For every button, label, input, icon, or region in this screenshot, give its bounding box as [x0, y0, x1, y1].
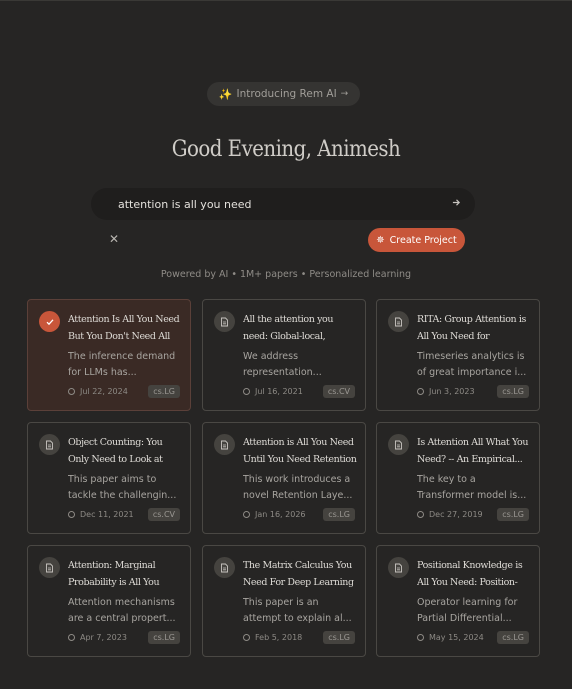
paper-title: RITA: Group Attention is All You Need for	[417, 314, 526, 342]
paper-title: Positional Knowledge is All You Need: Position-	[417, 560, 523, 588]
paper-title: Attention Is All You Need But You Don't Need All	[68, 314, 180, 342]
paper-card[interactable]	[202, 299, 366, 411]
category-tag: cs.LG	[497, 385, 529, 398]
paper-meta	[68, 507, 180, 522]
clock-icon	[68, 634, 75, 641]
powered-by-text: Powered by AI • 1M+ papers • Personalized learning	[160, 269, 412, 280]
category-tag: cs.LG	[497, 508, 529, 521]
arrow-right-icon: →	[340, 89, 349, 99]
document-icon	[39, 434, 60, 455]
clock-icon	[68, 388, 75, 395]
clock-icon	[417, 511, 424, 518]
document-icon	[214, 311, 235, 332]
document-icon	[214, 434, 235, 455]
paper-date-text: Jan 16, 2026	[255, 510, 306, 519]
category-tag: cs.CV	[148, 508, 180, 521]
intro-pill-label: Introducing Rem AI	[236, 88, 337, 100]
paper-title: Attention: Marginal Probability is All You	[68, 560, 160, 588]
paper-title: Attention is All You Need Until You Need Retention	[243, 437, 357, 465]
document-icon	[39, 557, 60, 578]
create-project-button[interactable]	[368, 228, 465, 252]
paper-description: This work introduces a novel Retention Laye...	[243, 474, 353, 501]
paper-description: The inference demand for LLMs has...	[68, 351, 176, 378]
paper-card[interactable]	[376, 545, 540, 657]
paper-date	[417, 387, 475, 396]
paper-date-text: Jul 22, 2024	[80, 387, 128, 396]
category-tag: cs.LG	[323, 508, 355, 521]
clock-icon	[417, 388, 424, 395]
clock-icon	[243, 511, 250, 518]
check-icon	[39, 311, 60, 332]
paper-meta	[417, 630, 529, 645]
paper-date-text: May 15, 2024	[429, 633, 484, 642]
paper-date	[68, 633, 127, 642]
sparkles-icon: ✨	[218, 87, 233, 101]
paper-card[interactable]	[27, 545, 191, 657]
paper-title: Is Attention All What You Need? -- An Empirical...	[417, 437, 529, 465]
clear-button[interactable]	[108, 232, 120, 246]
paper-card[interactable]	[202, 545, 366, 657]
paper-date-text: Jul 16, 2021	[255, 387, 303, 396]
document-icon	[388, 434, 409, 455]
paper-meta	[68, 384, 180, 399]
paper-date	[243, 510, 306, 519]
category-tag: cs.CV	[323, 385, 355, 398]
send-button[interactable]	[449, 198, 463, 210]
paper-date-text: Dec 27, 2019	[429, 510, 483, 519]
search-bar	[91, 188, 475, 220]
paper-date	[68, 510, 134, 519]
paper-date	[417, 510, 483, 519]
paper-description: Timeseries analytics is of great importance i...	[417, 351, 527, 378]
paper-description: The key to a Transformer model is...	[417, 474, 527, 501]
close-icon: ✕	[108, 232, 120, 246]
paper-date	[243, 633, 302, 642]
arrow-right-icon	[452, 198, 461, 207]
category-tag: cs.LG	[497, 631, 529, 644]
paper-card[interactable]	[27, 299, 191, 411]
paper-meta	[417, 507, 529, 522]
clock-icon	[243, 388, 250, 395]
paper-date	[68, 387, 128, 396]
paper-description: Operator learning for Partial Differential...	[417, 597, 518, 624]
create-project-label: Create Project	[389, 234, 457, 246]
document-icon	[388, 311, 409, 332]
paper-date-text: Feb 5, 2018	[255, 633, 303, 642]
document-icon	[214, 557, 235, 578]
intro-pill[interactable]	[207, 82, 360, 106]
clock-icon	[417, 634, 424, 641]
clock-icon	[243, 634, 250, 641]
paper-date-text: Apr 7, 2023	[80, 633, 127, 642]
paper-meta	[417, 384, 529, 399]
paper-description: This paper aims to tackle the challengin...	[68, 474, 177, 501]
paper-description: We address representation...	[243, 351, 322, 378]
paper-date-text: Dec 11, 2021	[80, 510, 134, 519]
paper-date-text: Jun 3, 2023	[429, 387, 475, 396]
paper-title: The Matrix Calculus You Need For Deep Learning	[243, 560, 354, 588]
paper-meta	[243, 507, 355, 522]
search-input[interactable]	[118, 198, 449, 211]
document-icon	[388, 557, 409, 578]
paper-meta	[243, 630, 355, 645]
paper-meta	[243, 384, 355, 399]
paper-card[interactable]	[376, 422, 540, 534]
paper-description: This paper is an attempt to explain al...	[243, 597, 352, 624]
paper-description: Attention mechanisms are a central propert...	[68, 597, 176, 624]
paper-date	[417, 633, 484, 642]
paper-card[interactable]	[376, 299, 540, 411]
paper-date	[243, 387, 303, 396]
paper-title: Object Counting: You Only Need to Look at	[68, 437, 163, 465]
clock-icon	[68, 511, 75, 518]
category-tag: cs.LG	[148, 385, 180, 398]
paper-card[interactable]	[202, 422, 366, 534]
category-tag: cs.LG	[323, 631, 355, 644]
paper-card[interactable]	[27, 422, 191, 534]
paper-title: All the attention you need: Global-local,	[243, 314, 334, 342]
greeting-title: Good Evening, Animesh	[171, 137, 401, 162]
sparkles-icon: ✵	[376, 234, 385, 246]
category-tag: cs.LG	[148, 631, 180, 644]
paper-meta	[68, 630, 180, 645]
